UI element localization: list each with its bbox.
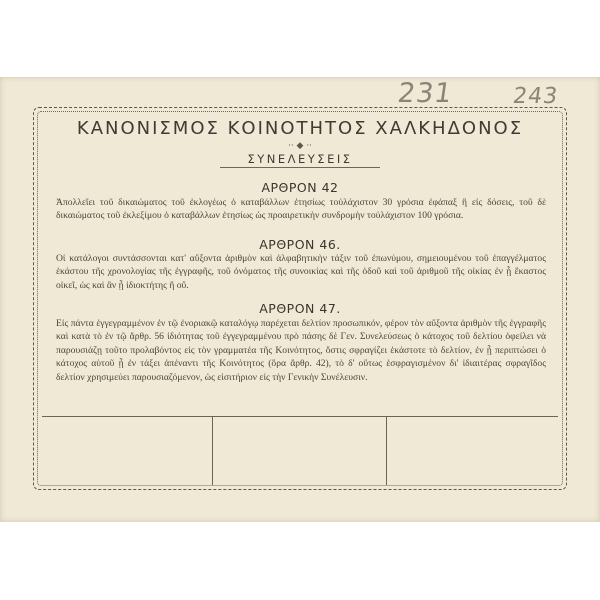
subtitle-underline: [220, 167, 380, 168]
article-42-heading: ΑΡΘΡΟΝ 42: [261, 180, 339, 195]
ornament-divider: ·· ◆ ··: [287, 141, 313, 151]
section-subtitle: ΣΥΝΕΛΕΥΣΕΙΣ: [247, 152, 353, 166]
handwritten-number-right: 243: [511, 84, 560, 109]
form-table-top-rule: [42, 416, 558, 417]
form-column-divider-2: [386, 416, 387, 485]
article-42-text: Ἀπολλεῖει τοῦ δικαιώματος τοῦ ἐκλογέως ὁ καταβάλλων ἐτησίως τοὐλάχιστον 30 γρόσια ἐφάπαξ ἢ εἰς δόσεις, τοῦ δὲ δικαιώματος τοῦ ἐκλεξίμου ὁ καταβάλλων ἐτησίως ὡς προαιρετικὴν συνδρομὴν τοὐλάχιστον 100 γρόσια.: [56, 197, 546, 222]
article-47-text: Εἰς πάντα ἐγγεγραμμένον ἐν τῷ ἐνοριακῷ καταλόγῳ παρέχεται δελτίον προσωπικόν, φέρον τὸν αὔξοντα ἀριθμὸν τῆς ἐγγραφῆς καὶ κατὰ τὸ ἐν τῷ ἄρθρ. 56 ἰδιότητας τοῦ ἐγγεγραμμένου πρὸ πάσης δὲ Γεν. Συνελεύσεως ὁ κάτοχος τοῦ δελτίου ὀφείλει νὰ παρουσιάζῃ τοῦτο προλαβόντος εἰς τὸν γραμματέα τῆς Κοινότητος, ὅστις σφραγίζει ἑκάστοτε τὸ δελτίον, ἐν ᾗ περιπτώσει ὁ κάτοχος αὐτοῦ ᾖ ἐν τάξει ἀπέναντι τῆς Κοινότητος (ὅρα ἄρθρ. 42), τὸ δ' οὕτως ἐσφραγισμένον δι' ἰδιαιτέρας σφραγῖδος δελτίον χρησιμεύει παρουσιαζόμενον, ὡς εἰσιτήριον εἰς τὴν Γενικὴν Συνέλευσιν.: [56, 318, 546, 383]
article-47-heading: ΑΡΘΡΟΝ 47.: [259, 301, 341, 316]
handwritten-number-left: 231: [395, 78, 455, 109]
article-46-text: Οἱ κατάλογοι συντάσσονται κατ' αὔξοντα ἀριθμὸν καὶ ἀλφαβητικὴν τάξιν τοῦ ἐπωνύμου, σημειουμένου τοῦ ἐπαγγέλματος ἑκάστου τῆς χρονολογίας τῆς ἐγγραφῆς, τοῦ ὀνόματος τῆς συνοικίας καὶ τῆς ὁδοῦ καὶ τοῦ ἀριθμοῦ τῆς οἰκίας ἐν ᾗ ἕκαστος οἰκεῖ, ὡς καὶ ἂν ᾖ ἰδιοκτήτης ἢ οὔ.: [56, 253, 546, 291]
document-title: ΚΑΝΟΝΙΣΜΟΣ ΚΟΙΝΟΤΗΤΟΣ ΧΑΛΚΗΔΟΝΟΣ: [76, 118, 524, 139]
form-column-divider-1: [212, 416, 213, 485]
article-46-heading: ΑΡΘΡΟΝ 46.: [259, 237, 341, 252]
